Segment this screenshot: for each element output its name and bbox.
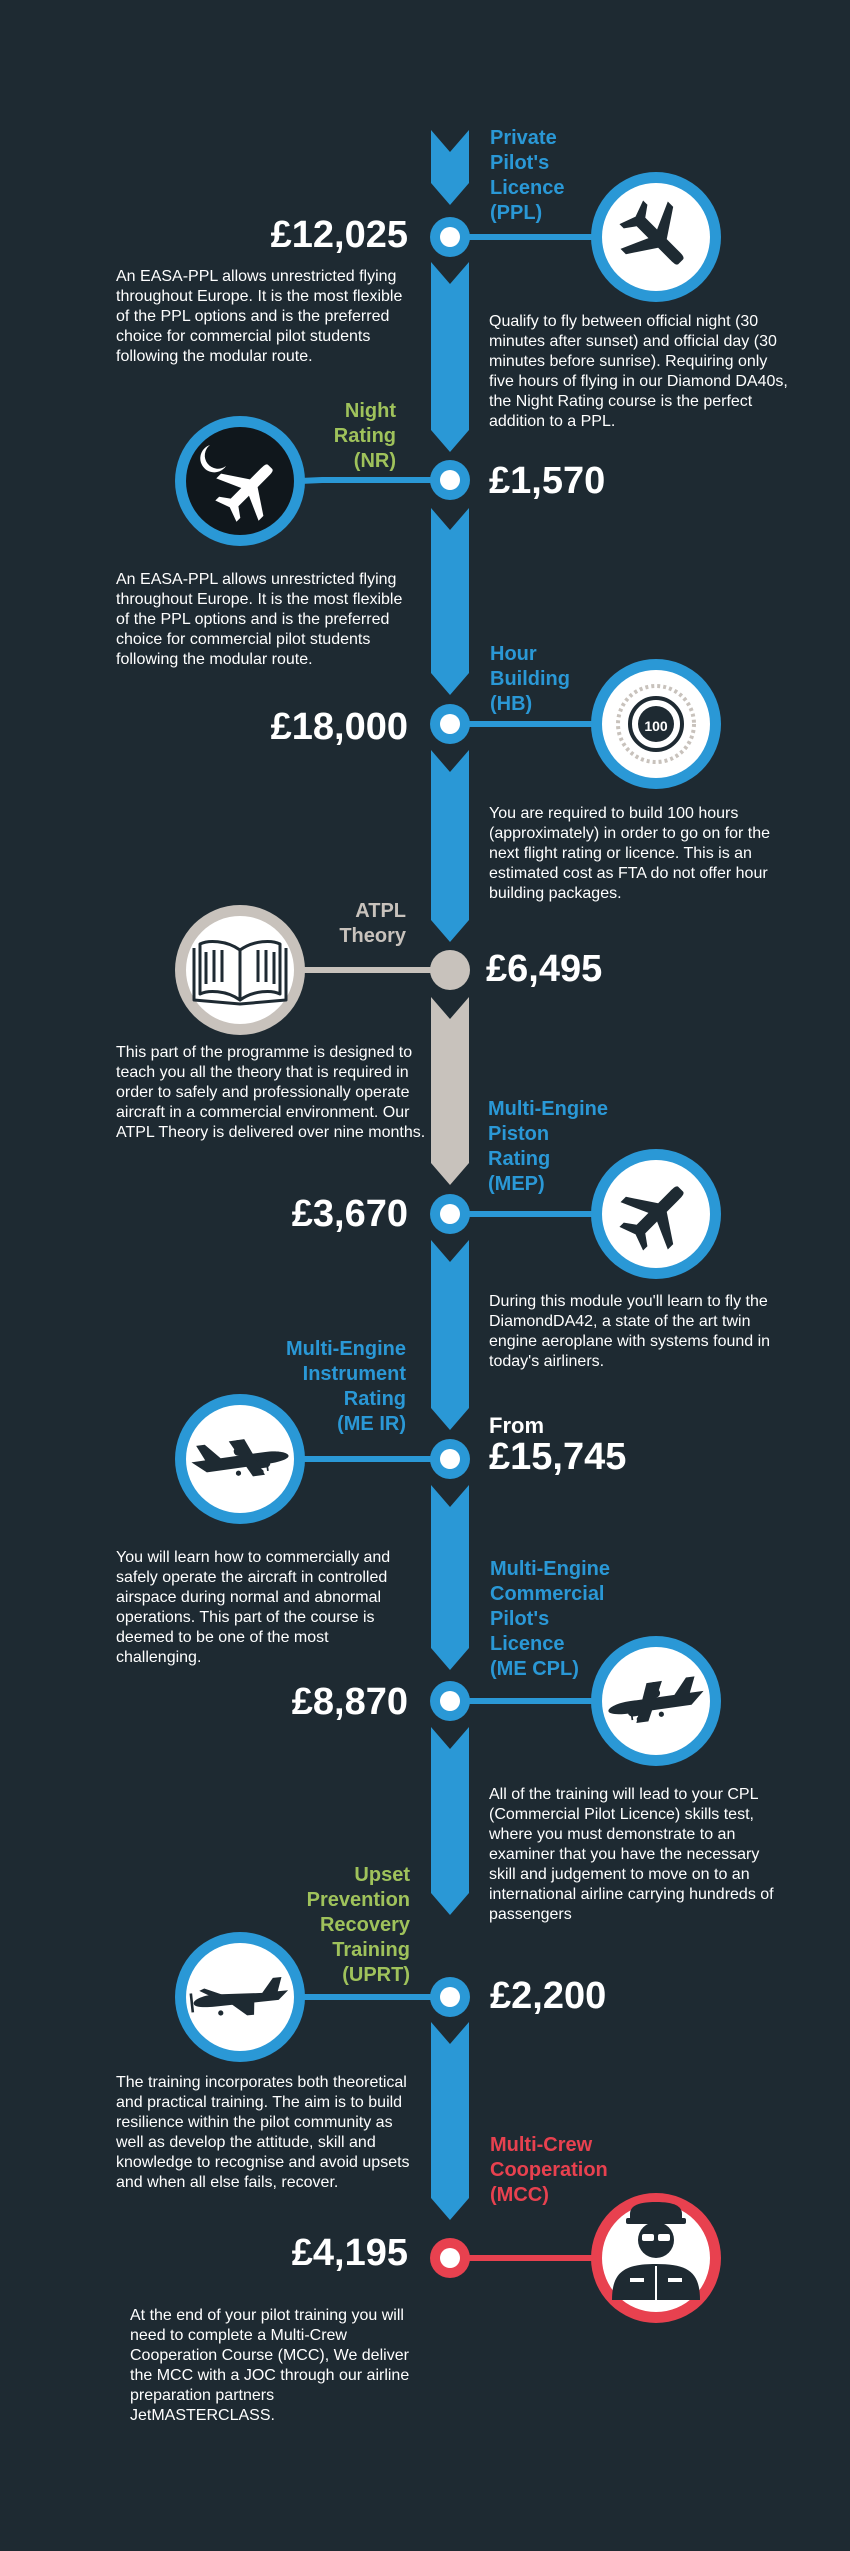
hour-building-price: £18,000 bbox=[270, 706, 408, 748]
timeline-node-center bbox=[440, 1204, 460, 1224]
gauge-value: 100 bbox=[644, 718, 668, 734]
ppl-description: An EASA-PPL allows unrestricted flying throughout Europe. It is the most flexible of the PPL options and is the preferred choice for commercial pilot students following the modular route. bbox=[116, 268, 403, 365]
hour-building-intro: An EASA-PPL allows unrestricted flying throughout Europe. It is the most flexible of the PPL options and is the preferred choice for commercial pilot students following the modular route. bbox=[116, 571, 403, 668]
me-cpl-price: £8,870 bbox=[291, 1681, 408, 1723]
timeline-segments bbox=[431, 130, 469, 2220]
timeline-segment bbox=[431, 997, 469, 1185]
timeline-node-center bbox=[440, 714, 460, 734]
me-cpl-intro: You will learn how to commercially and safely operate the aircraft in controlled airspace during normal and abnormal operations. This part of the course is deemed to be one of the most challenging. bbox=[116, 1549, 391, 1666]
me-ir-title: Multi-Engine Instrument Rating (ME IR) bbox=[286, 1338, 406, 1435]
me-ir-price-prefix: From bbox=[489, 1413, 544, 1438]
atpl-theory-title: ATPL Theory bbox=[339, 900, 406, 947]
closing-text: At the end of your pilot training you will need to complete a Multi-Crew Cooperation Course (MCC), We deliver the MCC with a JOC through our airline preparation partners JetMASTERCLASS. bbox=[130, 2307, 410, 2424]
timeline-node bbox=[430, 950, 470, 990]
hour-building-title: Hour Building (HB) bbox=[490, 643, 570, 715]
timeline-segment bbox=[431, 1240, 469, 1430]
uprt-title: Upset Prevention Recovery Training (UPRT) bbox=[306, 1864, 410, 1986]
atpl-theory-intro: You are required to build 100 hours (approximately) in order to go on for the next flight rating or licence. This is an estimated cost as FTA do not offer hour building packages. bbox=[489, 805, 771, 902]
timeline-segment bbox=[431, 130, 469, 205]
mcc-price: £4,195 bbox=[291, 2232, 408, 2274]
night-rating-title: Night Rating (NR) bbox=[333, 400, 396, 472]
me-ir-intro: During this module you'll learn to fly the DiamondDA42, a state of the art twin engine aeroplane with systems found in today's airliners. bbox=[489, 1293, 771, 1370]
mep-title: Multi-Engine Piston Rating (MEP) bbox=[488, 1098, 608, 1195]
timeline-segment bbox=[431, 750, 469, 942]
mcc-badge bbox=[591, 2193, 721, 2323]
mep-intro: This part of the programme is designed to teach you all the theory that is required in order to safely and professionally operate aircraft in a commercial environment. Our ATPL Theory is delivered over nine months. bbox=[116, 1044, 426, 1141]
timeline-segment bbox=[431, 262, 469, 452]
uprt-price: £2,200 bbox=[490, 1975, 607, 2017]
mcc-intro: The training incorporates both theoretical and practical training. The aim is to build resilience within the pilot community as well as develop the attitude, skill and knowledge to recognise and avoid upsets and when all else fails, recover. bbox=[116, 2074, 410, 2191]
mcc-title: Multi-Crew Cooperation (MCC) bbox=[490, 2134, 608, 2206]
night-rating-description: Qualify to fly between official night (30 minutes after sunset) and official day (30 minutes before sunrise). Requiring only five hours of flying in our Diamond DA40s, the Night Rating course is the perfect addition to a PPL. bbox=[489, 313, 788, 430]
timeline-node-center bbox=[440, 1449, 460, 1469]
me-cpl-title: Multi-Engine Commercial Pilot's Licence (ME CPL) bbox=[490, 1558, 610, 1680]
timeline-node-center bbox=[440, 470, 460, 490]
timeline-node-center bbox=[440, 2248, 460, 2268]
timeline-segment bbox=[431, 1485, 469, 1670]
night-rating-price: £1,570 bbox=[489, 460, 606, 502]
timeline-segment bbox=[431, 2022, 469, 2220]
timeline-segment bbox=[431, 508, 469, 695]
me-ir-price: £15,745 bbox=[489, 1436, 627, 1478]
timeline-node-center bbox=[440, 1691, 460, 1711]
atpl-theory-price: £6,495 bbox=[486, 948, 603, 990]
uprt-intro: All of the training will lead to your CPL (Commercial Pilot Licence) skills test, where you must demonstrate to an examiner that you have the necessary skill and judgement to move on to an international airline carrying hundreds of passengers bbox=[489, 1786, 774, 1923]
timeline-node-center bbox=[440, 227, 460, 247]
ppl-title: Private Pilot's Licence (PPL) bbox=[490, 127, 565, 224]
timeline-node-center bbox=[440, 1987, 460, 2007]
ppl-price: £12,025 bbox=[270, 214, 408, 256]
timeline-segment bbox=[431, 1727, 469, 1915]
mep-price: £3,670 bbox=[291, 1193, 408, 1235]
timeline-connector bbox=[300, 480, 450, 481]
